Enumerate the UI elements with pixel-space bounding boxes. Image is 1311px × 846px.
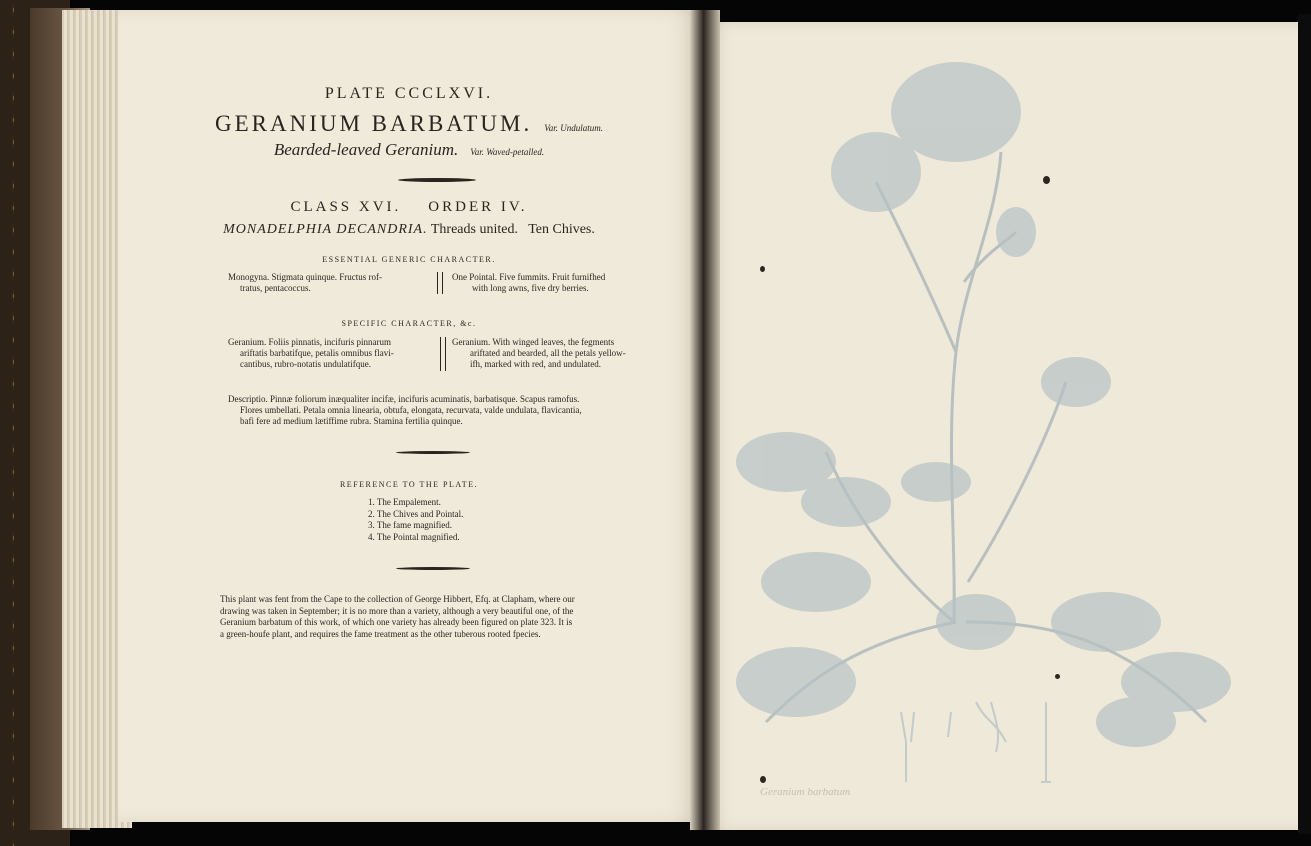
column-divider [440, 337, 446, 371]
essential-left-line: tratus, pentacoccus. [240, 283, 311, 293]
leaf [801, 477, 891, 527]
ornamental-rule [396, 567, 470, 570]
leaf [761, 552, 871, 612]
reference-item: 3. The fame magnified. [368, 520, 453, 530]
foxing-spot [760, 776, 766, 783]
ornamental-rule [396, 451, 470, 454]
leaf [736, 647, 856, 717]
specific-left-line: Geranium. Foliis pinnatis, incifuris pinnarum [228, 337, 391, 347]
reference-heading: REFERENCE TO THE PLATE. [339, 480, 479, 489]
essential-left-line: Monogyna. Stigmata quinque. Fructus rof- [228, 272, 382, 282]
english-title [118, 140, 700, 160]
detail-figure [976, 702, 1006, 752]
specific-left-line: cantibus, rubro-notatis undulatifque. [240, 359, 371, 369]
note-line: a green-houfe plant, and requires the fame treatment as the other tuberous rooted fpecies. [220, 628, 541, 639]
plant-illustration [706, 22, 1305, 830]
column-divider [437, 272, 443, 294]
plant-note [220, 594, 670, 640]
flower [1041, 357, 1111, 407]
detail-figure [948, 712, 951, 737]
latin-title [118, 111, 700, 137]
reference-item: 4. The Pointal magnified. [368, 531, 460, 542]
foxing-spot [1043, 176, 1050, 184]
flower [996, 207, 1036, 257]
reference-item: 2. The Chives and Pointal. [368, 508, 464, 519]
class-order: CLASS XVI. ORDER IV. [290, 199, 528, 215]
descriptio-line: Descriptio. Pinnæ foliorum inæqualiter incifæ, incifuris acuminatis, barbatisque. Scapus ramofus. [228, 394, 580, 404]
specific-heading: SPECIFIC CHARACTER, &c. [341, 319, 477, 328]
latin-name: GERANIUM BARBATUM. [214, 111, 533, 136]
leaf [901, 462, 971, 502]
leaf [1096, 697, 1176, 747]
reference-item: 1. The Empalement. [368, 497, 441, 507]
descriptio-line: Flores umbellati. Petala omnia linearia, obtufa, elongata, recurvata, valde undulata, flavicantia, [240, 405, 582, 415]
foxing-spot [1055, 674, 1060, 679]
specific-left-line: ariftatis barbatifque, petalis omnibus flavi- [240, 348, 394, 358]
essential-right-line: with long awns, five dry berries. [472, 283, 589, 293]
note-line: This plant was fent from the Cape to the collection of George Hibbert, Efq. at Clapham, where our [220, 594, 575, 604]
specific-right [452, 337, 657, 370]
note-line: drawing was taken in September; it is no more than a variety, although a very beautiful one, of the [220, 605, 574, 616]
plate-caption: Geranium barbatum [760, 786, 851, 798]
specific-right-line: ariftated and bearded, all the petals yellow- [470, 348, 626, 358]
monadelphia: MONADELPHIA DECANDRIA. [223, 222, 428, 237]
detail-figure [901, 712, 914, 782]
foxing-spot [760, 266, 765, 272]
essential-right-line: One Pointal. Five fummits. Fruit furnifhed [452, 272, 606, 282]
latin-variety: Var. Undulatum. [544, 123, 603, 133]
english-name: Bearded-leaved Geranium. [273, 140, 459, 159]
specific-right-line: ifh, marked with red, and undulated. [470, 359, 601, 369]
translation: Threads united. Ten Chives. [430, 222, 595, 237]
plant-stem [968, 382, 1066, 582]
essential-heading: ESSENTIAL GENERIC CHARACTER. [322, 255, 496, 264]
reference-list [368, 497, 463, 543]
detail-figure [1041, 702, 1051, 782]
leaf [1051, 592, 1161, 652]
essential-right [452, 272, 657, 294]
ornamental-rule [398, 178, 476, 182]
descriptio [228, 394, 668, 427]
english-variety: Var. Waved-petalled. [470, 147, 545, 157]
specific-left [228, 337, 428, 370]
essential-left [228, 272, 428, 294]
flower-cluster [891, 62, 1021, 162]
specific-right-line: Geranium. With winged leaves, the fegments [452, 337, 615, 347]
tuber [936, 594, 1016, 650]
plate-number: PLATE CCCLXVI. [324, 85, 494, 102]
monadelphia-line [118, 222, 700, 238]
plant-stem [951, 152, 1001, 622]
descriptio-line: bafi fere ad medium lætiffime rubra. Stamina fertilia quinque. [240, 416, 463, 426]
note-line: Geranium barbatum of this work, of which one variety has already been figured on plate 323. It is [220, 617, 573, 627]
